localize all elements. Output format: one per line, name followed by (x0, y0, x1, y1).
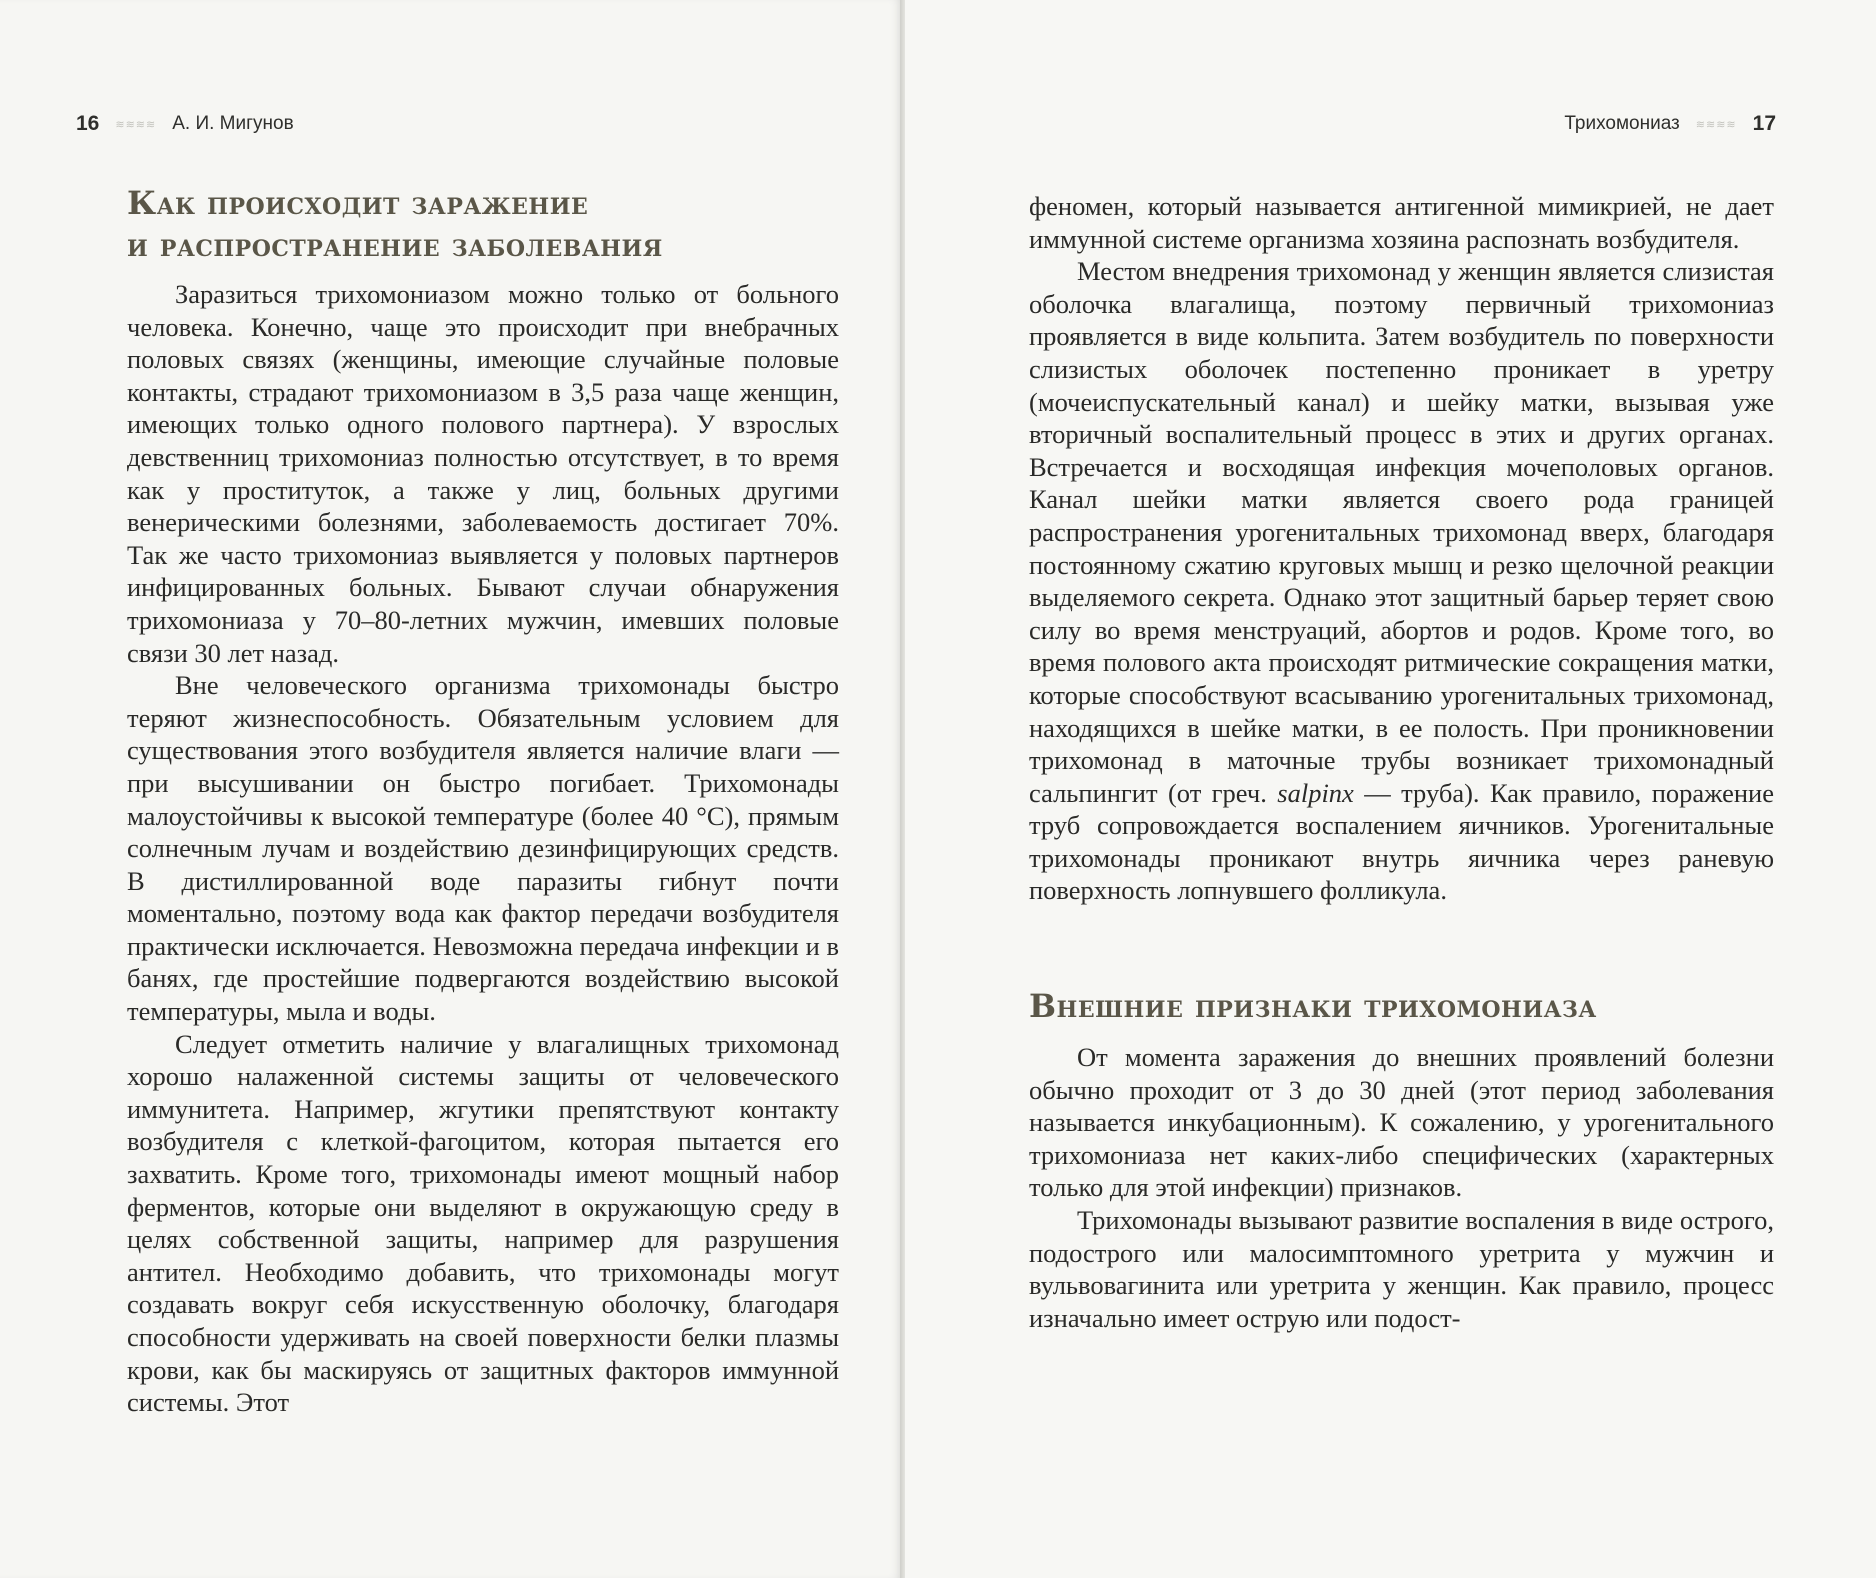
ornament-icon: ≋≋≋≋ (1695, 118, 1737, 131)
running-title-author: А. И. Мигунов (172, 113, 294, 134)
section-heading-infection (127, 182, 839, 266)
left-page (0, 0, 900, 1578)
paragraph-text: — труба). Как правило, поражение труб сопровождается воспалением яичников. Урогенитальные трихомонады проникают внутрь яичника через раневую поверхность лопнувшего фолликула. (1029, 777, 1774, 906)
right-text-column (1029, 190, 1774, 1334)
paragraph: Заразиться трихомониазом можно только от больного человека. Конечно, чаще это происходит при внебрачных половых связях (женщины, имеющие случайные половые контакты, страдают трихомониазом в 3,5 раза чаще женщин, имеющих только одного полового партнера). У взрослых девственниц трихомониаз полностью отсутствует, в то время как у проституток, а также у лиц, больных другими венерическими болезнями, заболеваемость достигает 70%. Так же часто трихомониаз выявляется у половых партнеров инфицированных больных. Бывают случаи обнаружения трихомониаза у 70–80-летних мужчин, имевших половые связи 30 лет назад. (127, 279, 839, 668)
section-heading-symptoms: Внешние признаки трихомониаза (1029, 987, 1597, 1026)
paragraph-text: Местом внедрения трихомонад у женщин является слизистая оболочка влагалища, поэтому первичный трихомониаз проявляется в виде кольпита. Затем возбудитель по поверхности слизистых оболочек постепенно проникает в уретру (мочеиспускательный канал) и шейку матки, вызывая уже вторичный воспалительный процесс в этих и других органах. Встречается и восходящая инфекция мочеполовых органов. Канал шейки матки является своего рода границей распространения урогенитальных трихомонад вверх, благодаря постоянному сжатию круговых мышц и резко щелочной реакции выделяемого секрета. Однако этот защитный барьер теряет свою силу во время менструаций, абортов и родов. Кроме того, во время полового акта происходят ритмические сокращения матки, которые способствуют всасыванию урогенитальных трихомонад, находящихся в шейке матки, в ее полость. При проникновении трихомонад в маточные трубы возникает трихомонадный сальпингит (от греч. (1029, 256, 1774, 808)
right-running-head (1564, 108, 1776, 140)
paragraph-continuation: феномен, который называется антигенной мимикрией, не дает иммунной системе организма хозяина распознать возбудителя. (1029, 191, 1774, 254)
left-text-column (127, 182, 839, 1419)
right-page (905, 0, 1876, 1578)
ornament-icon: ≋≋≋≋ (115, 118, 157, 131)
paragraph: Следует отметить наличие у влагалищных трихомонад хорошо налаженной системы защиты от человеческого иммунитета. Например, жгутики препятствуют контакту возбудителя с клеткой-фагоцитом, которая пытается его захватить. Кроме того, трихомонады имеют мощный набор ферментов, которые они выделяют в окружающую среду в целях собственной защиты, например для разрушения антител. Необходимо добавить, что трихомонады могут создавать вокруг себя искусственную оболочку, благодаря способности удерживать на своей поверхности белки плазмы крови, как бы маскируясь от защитных факторов иммунной системы. Этот (127, 1028, 839, 1418)
paragraph: Вне человеческого организма трихомонады быстро теряют жизнеспособность. Обязательным условием для существования этого возбудителя является наличие влаги — при высушивании он быстро погибает. Трихомонады малоустойчивы к высокой температуре (более 40 °С), прямым солнечным лучам и воздействию дезинфицирующих средств. В дистиллированной воде паразиты гибнут почти моментально, поэтому вода как фактор передачи возбудителя практически исключается. Невозможна передача инфекции и в банях, где простейшие подвергаются воздействию высокой температуры, мыла и воды. (127, 670, 839, 1027)
page-number-left: 16 (76, 112, 100, 135)
heading-block (1029, 985, 1774, 1027)
italic-term: salpinx (1277, 777, 1354, 808)
heading-line-1: Как происходит заражение (127, 184, 589, 222)
paragraph: От момента заражения до внешних проявлений болезни обычно проходит от 3 до 30 дней (этот период заболевания называется инкубационным). К сожалению, у урогенитального трихомониаза нет каких-либо специфических (характерных только для этой инфекции) признаков. (1029, 1042, 1774, 1203)
running-title-chapter: Трихомониаз (1564, 113, 1680, 134)
left-running-head (76, 108, 294, 140)
heading-line-2: и распространение заболевания (127, 226, 663, 264)
page-number-right: 17 (1752, 112, 1776, 135)
paragraph (1029, 255, 1774, 907)
paragraph: Трихомонады вызывают развитие воспаления в виде острого, подострого или малосимптомного уретрита у мужчин и вульвовагинита или уретрита у женщин. Как правило, процесс изначально имеет острую или подост- (1029, 1205, 1774, 1333)
